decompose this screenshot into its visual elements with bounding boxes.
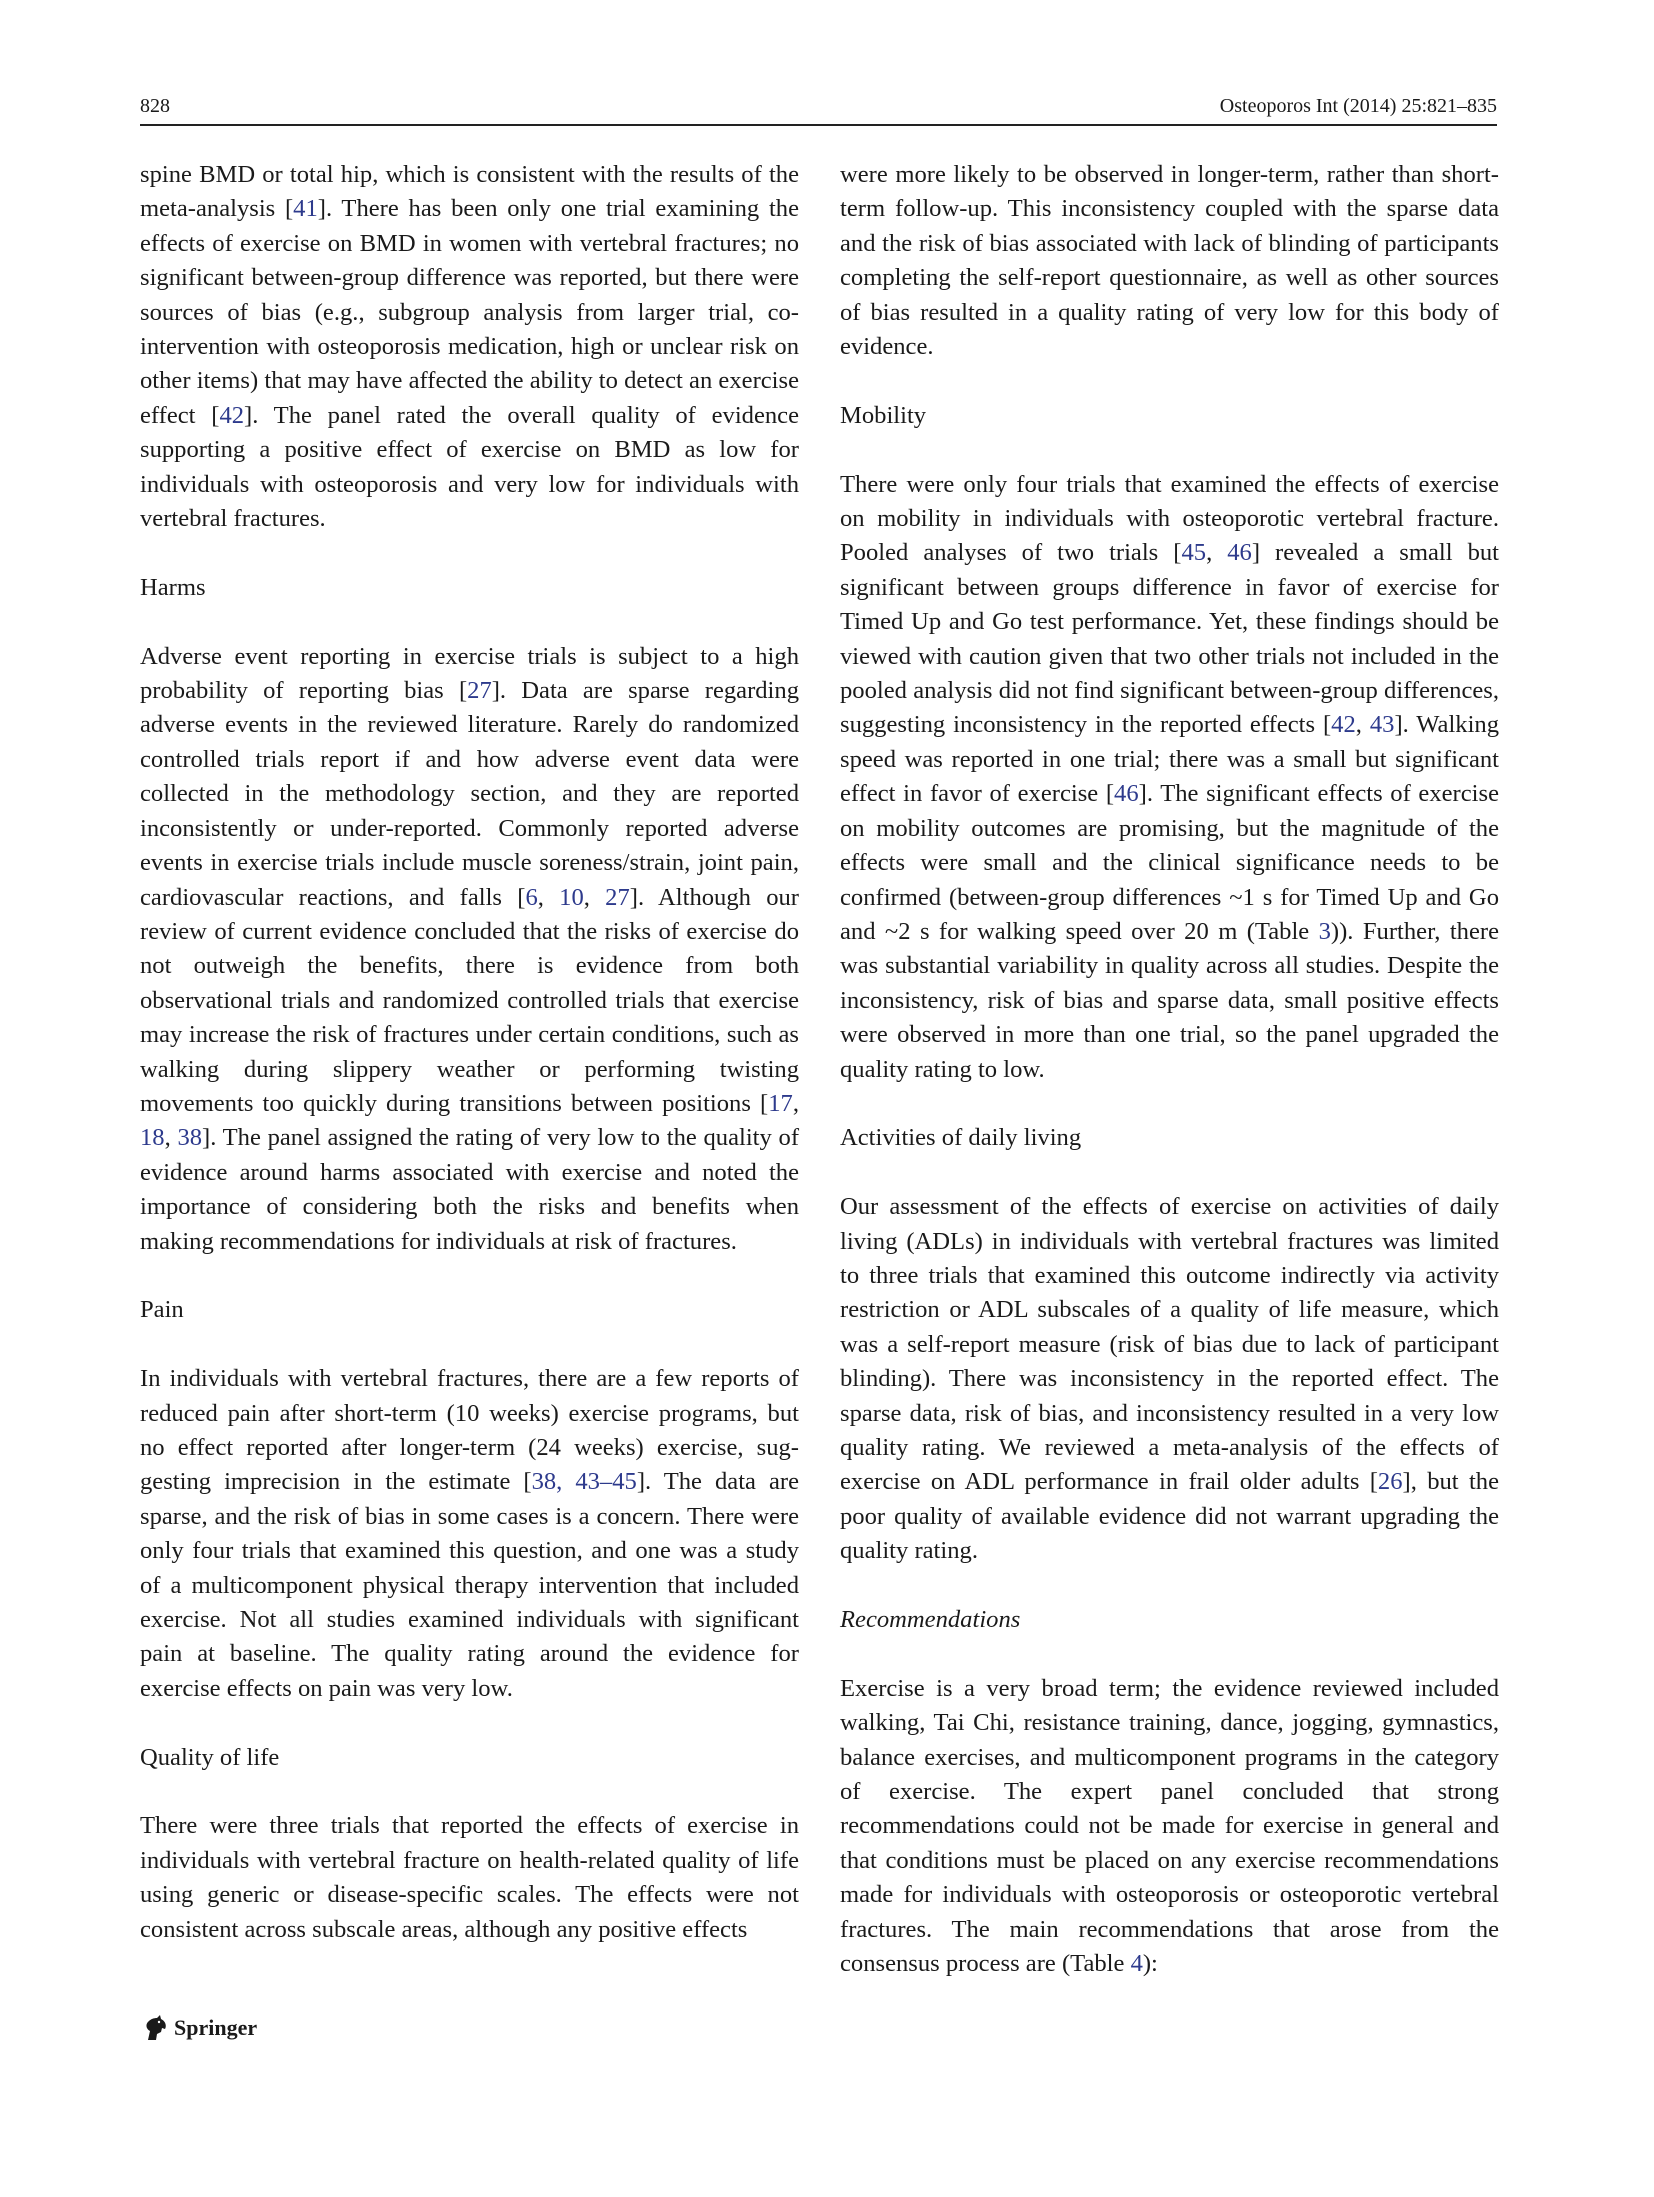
paragraph-text: ]. The data are sparse, and the risk of bias in some cases is a concern. There were only four trials that examined this question, and one was a study of a multicomponent physical therapy intervention that included exercise. Not all studies examined individuals with significant pain at baseline. The quality rating around the evidence for exercise effects on pain was very low. [140,1468,800,1702]
citation-link[interactable]: 43 [1369,711,1395,739]
paragraph-mobility [840,468,1499,1087]
citation-link[interactable]: 18 [140,1124,165,1152]
citation-link[interactable]: 4 [1130,1950,1143,1978]
section-heading-adl: Activities of daily living [840,1124,1082,1152]
citation-link[interactable]: 3 [1318,917,1331,945]
paragraph-text: , [164,1124,178,1152]
paragraph-text: , [583,883,606,911]
citation-link[interactable]: 38 [177,1124,203,1152]
citation-link[interactable]: 6 [525,883,538,911]
left-column [140,158,799,1947]
paragraph-qol-continued: were more likely to be observed in longer-term, rather than short-term follow-up. This inconsistency coupled with the sparse data and the risk of bias associated with lack of blinding of participants completing the self-report questionnaire, as well as other sources of bias resulted in a quality rating of very low for this body of evidence. [840,161,1499,361]
paragraph-adl [840,1190,1499,1568]
section-heading-quality-of-life: Quality of life [140,1743,280,1771]
paragraph-text: , [1206,539,1228,567]
journal-citation: Osteoporos Int (2014) 25:821–835 [1219,95,1497,117]
citation-link[interactable]: 17 [768,1089,793,1117]
paragraph-quality-of-life: There were three trials that reported the effects of exercise in individuals with vertebral fracture on health-related quality of life using generic or disease-specific scales. The effects were not consistent across subscale areas, although any positive effects [140,1812,799,1943]
paragraph-text: spine BMD or total hip, which is consistent with the results of the meta-analysis [ [140,161,799,223]
paragraph-text: Our assessment of the effects of exercise on activities of daily living (ADLs) in individuals with vertebral fractures was limited to three trials that examined this outcome indirectly via activity restriction or ADL subscales of a quality of life measure, which was a self-report measure (risk of bias due to lack of participant blinding). There was inconsistency in the reported effect. The sparse data, risk of bias, and inconsistency resulted in a very low quality rating. We reviewed a meta-analysis of the effects of exercise on ADL performance in frail older adults [ [840,1193,1499,1496]
springer-horse-icon [140,2013,170,2043]
citation-link[interactable]: 45 [1181,539,1207,567]
citation-link[interactable]: 42 [219,401,245,429]
paragraph-text: ]. The panel rated the overall quality of evidence supporting a positive effect of exercise on BMD as low for individuals with osteoporosis and very low for individuals with vertebral fractures. [140,401,800,533]
paragraph-text: ]. Data are sparse regarding adverse events in the reviewed literature. Rarely do randomized controlled trials report if and how adverse event data were collected in the methodology section, and they are reported inconsistently or under-reported. Commonly reported adverse events in exercise trials include muscle soreness/strain, joint pain, cardiovascular reactions, and falls [ [140,677,799,911]
paragraph-text: ): [1142,1950,1158,1978]
citation-link[interactable]: 41 [293,195,318,223]
citation-link[interactable]: 38, 43–45 [531,1468,637,1496]
paragraph-text: ]. Walking speed was reported in one trial; there was a small but significant effect in favor of exercise [ [840,711,1500,808]
citation-link[interactable]: 46 [1227,539,1252,567]
section-heading-mobility: Mobility [840,401,927,429]
paragraph-bmd [140,158,799,536]
page-number: 828 [140,95,170,117]
paragraph-text: ], but the poor quality of available evidence did not warrant upgrading the quality rating. [840,1468,1499,1565]
paragraph-text: In individuals with vertebral fractures, there are a few reports of reduced pain after short-term (10 weeks) exercise programs, but no effect reported after longer-term (24 weeks) exercise, suggesting imprecision in the estimate [ [140,1365,799,1496]
citation-link[interactable]: 27 [467,677,492,705]
section-heading-harms: Harms [140,573,206,601]
paragraph-text: ]. The panel assigned the rating of very low to the quality of evidence around harms associated with exercise and noted the importance of considering both the risks and benefits when making recommendations for individuals at risk of fractures. [140,1124,800,1255]
paragraph-text: ]. There has been only one trial examining the effects of exercise on BMD in women with vertebral fractures; no significant between-group difference was reported, but there were sources of bias (e.g., subgroup analysis from larger trial, co-intervention with osteoporosis medication, high or unclear risk on other items) that may have affected the ability to detect an exercise effect [ [140,195,799,429]
section-heading-pain: Pain [140,1296,184,1324]
paragraph-text: ] revealed a small but significant between groups difference in favor of exercise for Timed Up and Go test performance. Yet, these findings should be viewed with caution given that two other trials not included in the pooled analysis did not find significant between-group differences, suggesting inconsistency in the reported effects [ [840,539,1499,739]
citation-link[interactable]: 27 [605,883,630,911]
paragraph-recommendations [840,1672,1499,1982]
citation-link[interactable]: 26 [1377,1468,1403,1496]
citation-link[interactable]: 46 [1114,780,1139,808]
paragraph-text: Adverse event reporting in exercise trials is subject to a high probability of reporting bias [ [140,642,799,705]
citation-link[interactable]: 10 [559,883,584,911]
paragraph-text: , [792,1089,799,1117]
paragraph-text: Exercise is a very broad term; the evidence reviewed included walking, Tai Chi, resistance training, dance, jogging, gymnastics, balance exercises, and multicomponent programs in the category of exercise. The expert panel concluded that strong recommendations could not be made for exercise in general and that conditions must be placed on any exercise recommendations made for individuals with osteoporosis or osteoporotic vertebral fractures. The main recommendations that arose from the consensus process are (Table [840,1674,1499,1978]
running-header [140,88,1497,126]
paragraph-text: ]. The significant effects of exercise on mobility outcomes are promising, but the magnitude of the effects were small and the clinical significance needs to be confirmed (between-group differences ~1 s for Timed Up and Go and ~2 s for walking speed over 20 m (Table [840,780,1499,945]
citation-link[interactable]: 42 [1331,711,1356,739]
paragraph-text: )). Further, there was substantial variability in quality across all studies. Despite the inconsistency, risk of bias and sparse data, small positive effects were observed in more than one trial, so the panel upgraded the quality rating to low. [840,917,1499,1083]
paragraph-text: , [1355,711,1370,739]
paragraph-text: ]. Although our review of current evidence concluded that the risks of exercise do not outweigh the benefits, there is evidence from both observational trials and randomized controlled trials that exercise may increase the risk of fractures under certain conditions, such as walking during slippery weather or performing twisting movements too quickly during transitions between positions [ [140,883,799,1117]
paragraph-pain [140,1362,799,1706]
paragraph-text: There were only four trials that examined the effects of exercise on mobility in individuals with osteoporotic vertebral fracture. Pooled analyses of two trials [ [840,470,1499,567]
right-column [840,158,1499,1981]
section-heading-recommendations: Recommendations [840,1605,1021,1633]
paragraph-text: , [537,883,560,911]
paragraph-harms [140,640,799,1259]
publisher-footer [140,2013,257,2043]
publisher-name: Springer [174,2015,258,2040]
